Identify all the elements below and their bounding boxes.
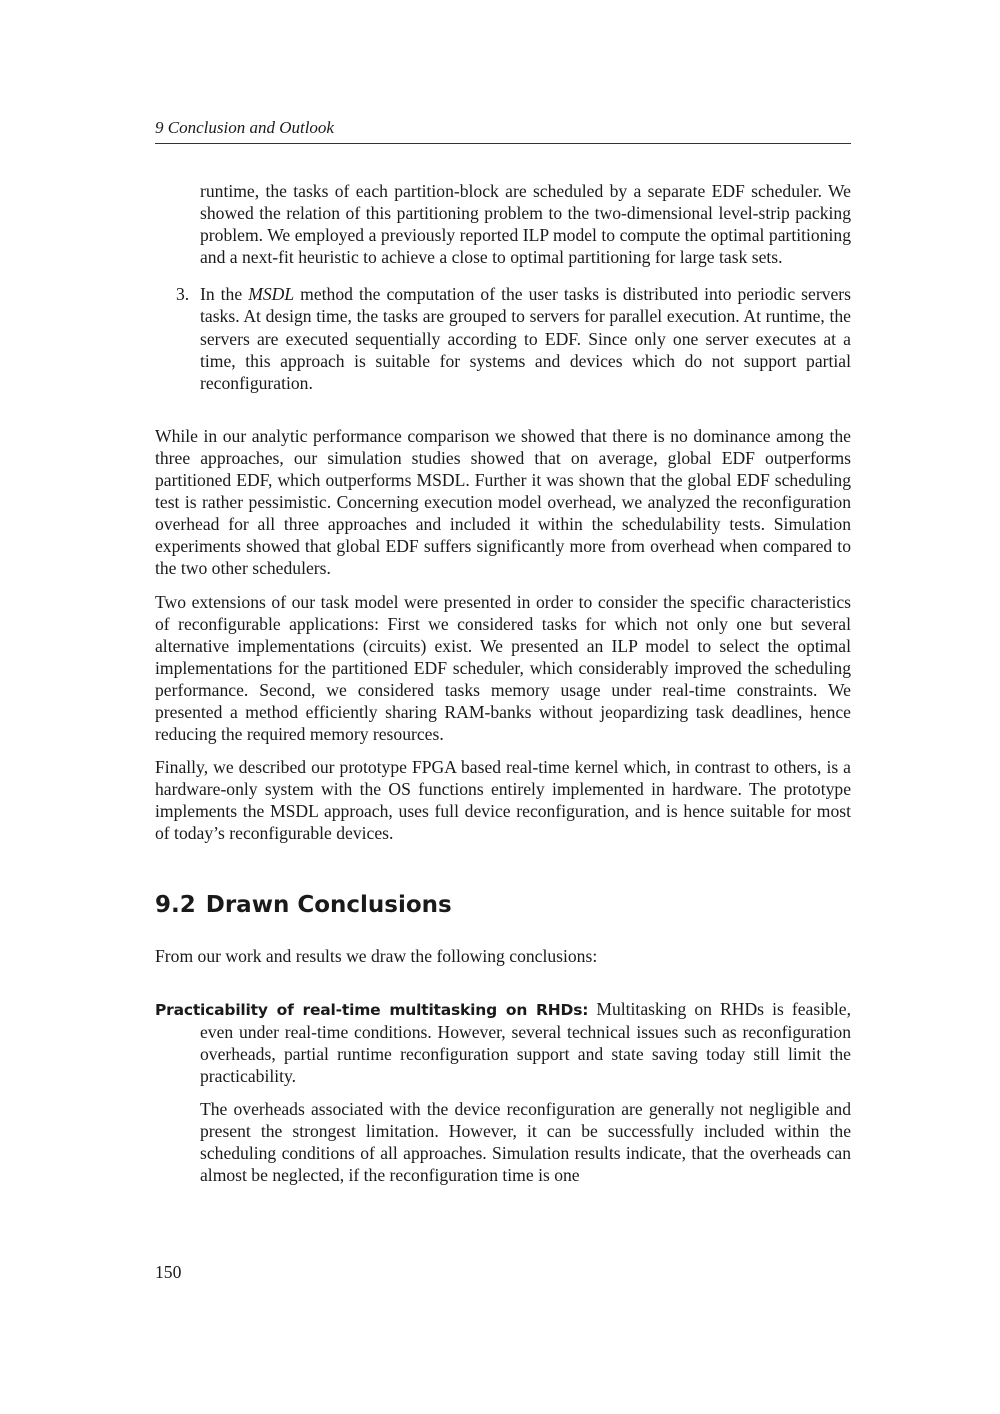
- running-title: 9 Conclusion and Outlook: [155, 118, 334, 137]
- section-heading: [155, 891, 851, 919]
- paragraph-prototype: Finally, we described our prototype FPGA based real-time kernel which, in contrast to others, is a hardware-only system with the OS functions entirely implemented in hardware. The prototype implements the MSDL approach, uses full device reconfiguration, and is hence suitable for most of today’s reconfigurable devices.: [155, 757, 851, 844]
- running-header: [155, 118, 851, 144]
- section-title: Drawn Conclusions: [205, 891, 452, 918]
- description-text: Multitasking on RHDs is feasible, even under real-time conditions. However, several technical issues such as reconfiguration overheads, partial runtime reconfiguration support and state saving today still limit the practicability.: [200, 998, 851, 1086]
- paragraph-performance: While in our analytic performance comparison we showed that there is no dominance among the three approaches, our simulation studies showed that on average, global EDF outperforms partitioned EDF, which outperforms MSDL. Further it was shown that the global EDF scheduling test is rather pessimistic. Concerning execution model overhead, we analyzed the reconfiguration overhead for all three approaches and included it within the schedulability tests. Simulation experiments showed that global EDF suffers significantly more from overhead when compared to the two other schedulers.: [155, 425, 851, 579]
- description-item: [155, 998, 851, 1087]
- list-item-number: 3.: [176, 284, 190, 305]
- list-item-emphasis: MSDL: [248, 284, 295, 305]
- list-item-continuation: runtime, the tasks of each partition-block are scheduled by a separate EDF scheduler. We showed the relation of this partitioning problem to the two-dimensional level-strip packing problem. We employed a previously reported ILP model to compute the optimal partitioning and a next-fit heuristic to achieve a close to optimal partitioning for large task sets.: [200, 181, 851, 268]
- description-continuation: The overheads associated with the device reconfiguration are generally not negligible and present the strongest limitation. However, it can be successfully included within the scheduling conditions of all approaches. Simulation results indicate, that the overheads can almost be neglected, if the reconfiguration time is one: [200, 1099, 851, 1186]
- paragraph-extensions: Two extensions of our task model were presented in order to consider the specific characteristics of reconfigurable applications: First we considered tasks for which not only one but several alternative implementations (circuits) exist. We presented an ILP model to select the optimal implementations for the partitioned EDF scheduler, which considerably improved the scheduling performance. Second, we considered tasks memory usage under real-time constraints. We presented a method efficiently sharing RAM-banks without jeopardizing task deadlines, hence reducing the required memory resources.: [155, 591, 851, 745]
- section-number: 9.2: [155, 891, 196, 918]
- list-item-lead: In the: [200, 284, 249, 305]
- page-number: 150: [155, 1262, 182, 1282]
- main-text: [155, 180, 851, 1186]
- description-term: Practicability of real-time multitasking on RHDs:: [155, 1000, 589, 1019]
- list-item-3: [176, 283, 851, 393]
- section-intro: From our work and results we draw the following conclusions:: [155, 945, 598, 966]
- list-item-text: method the computation of the user tasks is distributed into periodic servers tasks. At design time, the tasks are grouped to servers for parallel execution. At runtime, the servers are executed sequentially according to EDF. Since only one server executes at a time, this approach is suitable for systems and devices which do not support partial reconfiguration.: [200, 284, 851, 393]
